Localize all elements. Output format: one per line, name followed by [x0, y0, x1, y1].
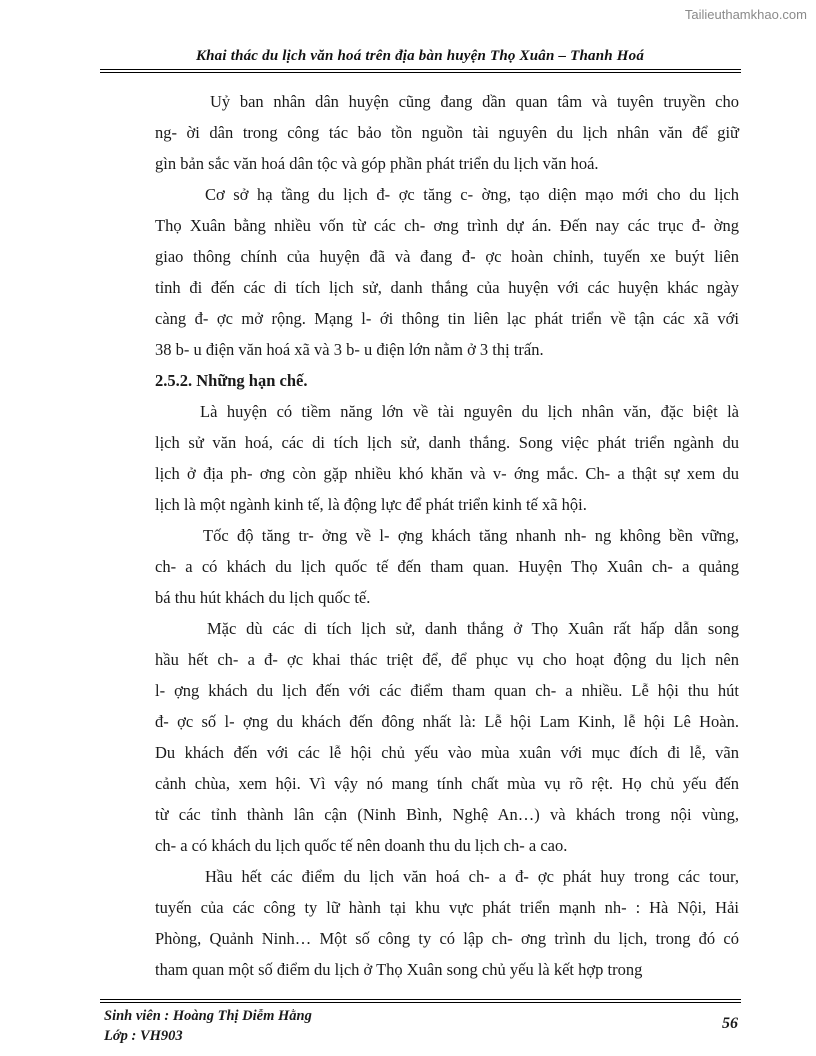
text-line: l- ợng khách du lịch đến với các điểm tham quan ch- a nhiều. Lễ hội thu hút	[155, 681, 739, 700]
text-line: tham quan một số điểm du lịch ở Thọ Xuân song chủ yếu là kết hợp trong	[155, 960, 643, 979]
text-line: hầu hết ch- a đ- ợc khai thác triệt để, để phục vụ cho hoạt động du lịch nên	[155, 650, 739, 669]
text-line: giao thông chính của huyện đã và đang đ- ợc hoàn chỉnh, tuyến xe buýt liên	[155, 247, 739, 266]
text-line: từ các tỉnh thành lân cận (Ninh Bình, Nghệ An…) và khách trong nội vùng,	[155, 805, 739, 824]
page-number: 56	[722, 1015, 738, 1032]
footer-divider	[100, 999, 741, 1003]
text-line: Tốc độ tăng tr- ởng về l- ợng khách tăng nhanh nh- ng không bền vững,	[203, 526, 739, 545]
text-line: Phòng, Quảnh Ninh… Một số công ty có lập ch- ơng trình du lịch, trong đó có	[155, 929, 739, 948]
paragraph	[155, 179, 739, 365]
paragraph-group-bottom	[155, 396, 739, 985]
text-line: Cơ sở hạ tầng du lịch đ- ợc tăng c- ờng, tạo diện mạo mới cho du lịch	[205, 185, 739, 204]
footer-student-name: Sinh viên : Hoàng Thị Diễm Hằng	[104, 1008, 312, 1024]
paragraph	[155, 86, 739, 179]
paragraph-group-top	[155, 86, 739, 365]
paragraph	[155, 613, 739, 861]
text-line: ng- ời dân trong công tác bảo tồn nguồn tài nguyên du lịch nhân văn để giữ	[155, 123, 739, 142]
text-line: Du khách đến với các lễ hội chủ yếu vào mùa xuân với mục đích đi lễ, vãn	[155, 743, 739, 762]
paragraph	[155, 396, 739, 520]
text-line: lịch sử văn hoá, các di tích lịch sử, danh thắng. Song việc phát triển ngành du	[155, 433, 739, 452]
paragraph	[155, 520, 739, 613]
text-line: càng đ- ợc mở rộng. Mạng l- ới thông tin liên lạc phát triển về tận các xã với	[155, 309, 739, 328]
text-line: gìn bản sắc văn hoá dân tộc và góp phần phát triển du lịch văn hoá.	[155, 154, 599, 173]
text-line: tỉnh đi đến các di tích lịch sử, danh thắng của huyện với các huyện khác ngày	[155, 278, 739, 297]
footer-author-block	[104, 1006, 312, 1046]
page-header-title: Khai thác du lịch văn hoá trên địa bàn huyện Thọ Xuân – Thanh Hoá	[195, 48, 645, 64]
section-heading: 2.5.2. Những hạn chế.	[155, 371, 308, 390]
text-line: cảnh chùa, xem hội. Vì vậy nó mang tính chất mùa vụ rõ rệt. Họ chủ yếu đến	[155, 774, 739, 793]
text-line: ch- a có khách du lịch quốc tế đến tham quan. Huyện Thọ Xuân ch- a quảng	[155, 557, 739, 576]
text-line: lịch ở địa ph- ơng còn gặp nhiều khó khăn và v- ớng mắc. Ch- a thật sự xem du	[155, 464, 739, 483]
paragraph	[155, 861, 739, 985]
header-divider	[100, 69, 741, 73]
text-line: ch- a có khách du lịch quốc tế nên doanh thu du lịch ch- a cao.	[155, 836, 568, 855]
text-line: Là huyện có tiềm năng lớn về tài nguyên du lịch nhân văn, đặc biệt là	[200, 402, 739, 421]
text-line: tuyến của các công ty lữ hành tại khu vực phát triển mạnh nh- : Hà Nội, Hải	[155, 898, 739, 917]
watermark-text: Tailieuthamkhao.com	[684, 7, 807, 22]
text-line: Hầu hết các điểm du lịch văn hoá ch- a đ- ợc phát huy trong các tour,	[205, 867, 739, 886]
text-line: 38 b- u điện văn hoá xã và 3 b- u điện lớn nằm ở 3 thị trấn.	[155, 340, 544, 359]
document-body	[155, 86, 739, 985]
text-line: bá thu hút khách du lịch quốc tế.	[155, 588, 371, 607]
text-line: Uỷ ban nhân dân huyện cũng đang dần quan tâm và tuyên truyền cho	[210, 92, 739, 111]
footer-class-name: Lớp : VH903	[104, 1028, 183, 1044]
text-line: đ- ợc số l- ợng du khách đến đông nhất là: Lễ hội Lam Kinh, lễ hội Lê Hoàn.	[155, 712, 739, 731]
text-line: Thọ Xuân bằng nhiều vốn từ các ch- ơng trình dự án. Đến nay các trục đ- ờng	[155, 216, 739, 235]
text-line: Mặc dù các di tích lịch sử, danh thắng ở Thọ Xuân rất hấp dẫn song	[207, 619, 739, 638]
text-line: lịch là một ngành kinh tế, là động lực để phát triển kinh tế xã hội.	[155, 495, 587, 514]
